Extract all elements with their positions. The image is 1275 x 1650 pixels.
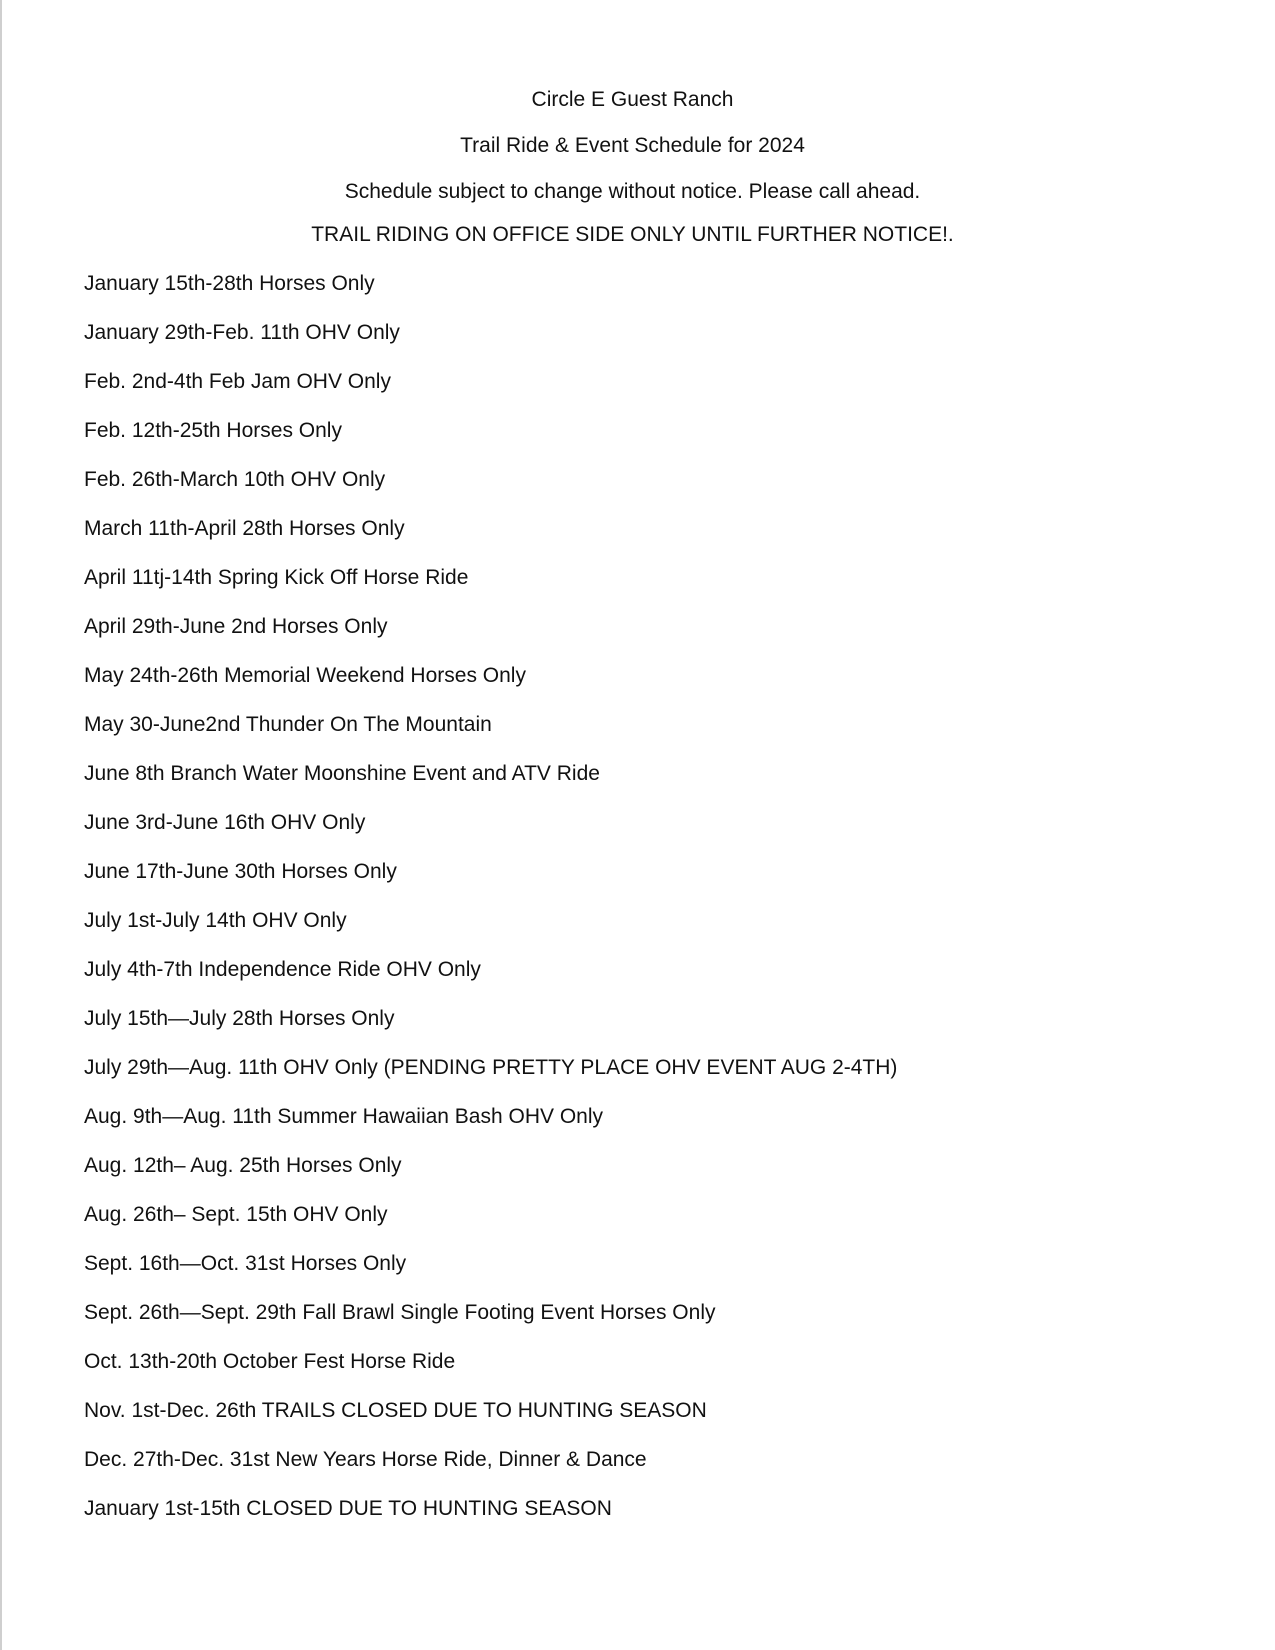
schedule-entry: June 8th Branch Water Moonshine Event and ATV Ride: [84, 762, 600, 785]
schedule-entry: July 29th—Aug. 11th OHV Only (PENDING PRETTY PLACE OHV EVENT AUG 2-4TH): [84, 1056, 898, 1079]
schedule-entry: Aug. 26th– Sept. 15th OHV Only: [84, 1203, 388, 1226]
schedule-entry: Dec. 27th-Dec. 31st New Years Horse Ride, Dinner & Dance: [84, 1448, 647, 1471]
schedule-entry: May 24th-26th Memorial Weekend Horses Only: [84, 664, 526, 687]
schedule-entry: Sept. 16th—Oct. 31st Horses Only: [84, 1252, 407, 1275]
schedule-entry: Oct. 13th-20th October Fest Horse Ride: [84, 1350, 456, 1373]
schedule-entry: January 15th-28th Horses Only: [84, 272, 375, 295]
schedule-entry: Feb. 12th-25th Horses Only: [84, 419, 342, 442]
ranch-title: Circle E Guest Ranch: [531, 88, 734, 111]
schedule-entry: Aug. 9th—Aug. 11th Summer Hawaiian Bash OHV Only: [84, 1105, 604, 1128]
schedule-entry: Nov. 1st-Dec. 26th TRAILS CLOSED DUE TO HUNTING SEASON: [84, 1399, 707, 1422]
schedule-entry: April 11tj-14th Spring Kick Off Horse Ride: [84, 566, 469, 589]
schedule-entry: July 4th-7th Independence Ride OHV Only: [84, 958, 481, 981]
schedule-entry: May 30-June2nd Thunder On The Mountain: [84, 713, 492, 736]
schedule-entry: July 1st-July 14th OHV Only: [84, 909, 347, 932]
schedule-entry: July 15th—July 28th Horses Only: [84, 1007, 395, 1030]
schedule-entry: Feb. 2nd-4th Feb Jam OHV Only: [84, 370, 391, 393]
schedule-list: [84, 269, 1234, 1543]
change-notice: Schedule subject to change without notice. Please call ahead.: [344, 180, 921, 203]
schedule-entry: Aug. 12th– Aug. 25th Horses Only: [84, 1154, 402, 1177]
schedule-entry: Sept. 26th—Sept. 29th Fall Brawl Single Footing Event Horses Only: [84, 1301, 716, 1324]
document-header: [0, 85, 1275, 249]
schedule-entry: June 17th-June 30th Horses Only: [84, 860, 397, 883]
schedule-subtitle: Trail Ride & Event Schedule for 2024: [460, 134, 805, 157]
schedule-entry: March 11th-April 28th Horses Only: [84, 517, 405, 540]
schedule-entry: June 3rd-June 16th OHV Only: [84, 811, 366, 834]
schedule-entry: January 1st-15th CLOSED DUE TO HUNTING SEASON: [84, 1497, 612, 1520]
schedule-entry: January 29th-Feb. 11th OHV Only: [84, 321, 400, 344]
schedule-entry: Feb. 26th-March 10th OHV Only: [84, 468, 386, 491]
trail-alert: TRAIL RIDING ON OFFICE SIDE ONLY UNTIL FURTHER NOTICE!.: [311, 223, 954, 246]
schedule-entry: April 29th-June 2nd Horses Only: [84, 615, 388, 638]
